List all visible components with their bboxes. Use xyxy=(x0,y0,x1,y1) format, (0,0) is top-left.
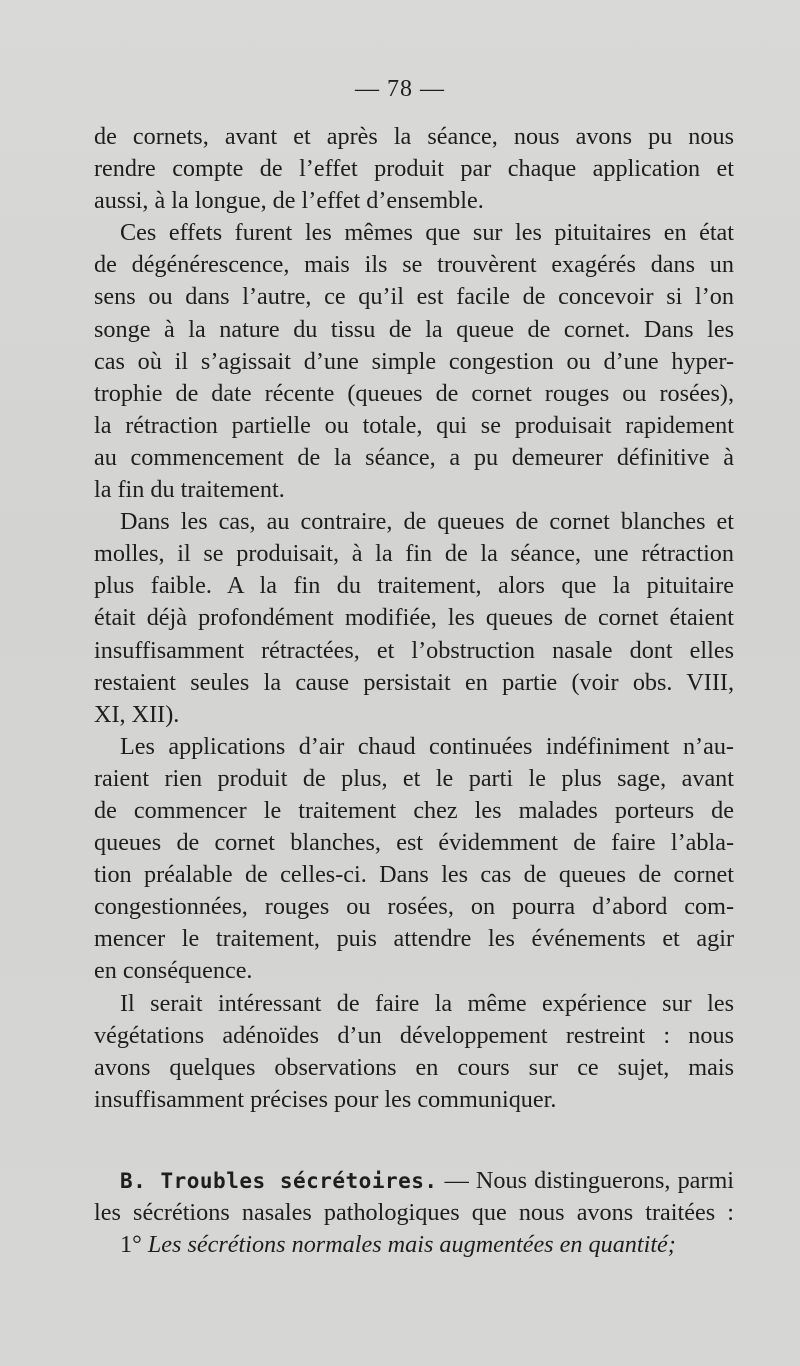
text-line: mencer le traitement, puis attendre les événements et agir xyxy=(94,925,734,953)
text-line: était déjà profondément modifiée, les queues de cornet étaient xyxy=(94,604,734,632)
list-item-text: Les sécrétions normales mais augmentées en quantité; xyxy=(147,1231,676,1259)
text-line: songe à la nature du tissu de la queue de cornet. Dans les xyxy=(94,315,734,343)
text-line: trophie de date récente (queues de cornet rouges ou rosées), xyxy=(94,379,734,407)
paragraph-2 xyxy=(94,217,734,506)
text-line: plus faible. A la fin du traitement, alors que la pituitaire xyxy=(94,572,734,600)
text-line: de cornets, avant et après la séance, nous avons pu nous xyxy=(94,123,734,150)
text-line: Les applications d’air chaud continuées indéfiniment n’au- xyxy=(120,732,734,760)
section-b-intro: — Nous distinguerons, parmi xyxy=(437,1167,735,1194)
text-line: de commencer le traitement chez les malades porteurs de xyxy=(94,796,734,824)
text-line: la fin du traitement. xyxy=(94,476,285,504)
paragraph-5 xyxy=(94,988,734,1116)
text-line: Dans les cas, au contraire, de queues de cornet blanches et xyxy=(120,508,734,536)
section-b-line-1 xyxy=(94,1165,734,1197)
text-line: Il serait intéressant de faire la même expérience sur les xyxy=(120,989,734,1017)
text-line: insuffisamment rétractées, et l’obstruction nasale dont elles xyxy=(94,636,734,664)
text-line: aussi, à la longue, de l’effet d’ensemble. xyxy=(94,187,484,215)
text-line: rendre compte de l’effet produit par chaque application et xyxy=(94,155,734,183)
section-heading: B. Troubles sécrétoires. xyxy=(120,1169,438,1193)
text-line: raient rien produit de plus, et le parti le plus sage, avant xyxy=(94,764,734,792)
text-line: végétations adénoïdes d’un développement restreint : nous xyxy=(94,1021,734,1049)
text-line: insuffisamment précises pour les communiquer. xyxy=(94,1085,557,1113)
paragraph-3 xyxy=(94,506,734,731)
list-item xyxy=(94,1229,734,1261)
text-line: molles, il se produisait, à la fin de la séance, une rétraction xyxy=(94,540,734,568)
text-line: cas où il s’agissait d’une simple congestion ou d’une hyper- xyxy=(94,347,734,375)
text-line: la rétraction partielle ou totale, qui se produisait rapidement xyxy=(94,411,734,439)
text-line: XI, XII). xyxy=(94,700,180,728)
text-line: avons quelques observations en cours sur ce sujet, mais xyxy=(94,1053,734,1081)
text-line: de dégénérescence, mais ils se trouvèrent exagérés dans un xyxy=(94,251,734,279)
paragraph-4 xyxy=(94,731,734,988)
text-line: les sécrétions nasales pathologiques que nous avons traitées : xyxy=(94,1199,734,1227)
text-line: restaient seules la cause persistait en partie (voir obs. VIII, xyxy=(94,668,734,696)
text-line: en conséquence. xyxy=(94,957,253,985)
text-line: au commencement de la séance, a pu demeurer définitive à xyxy=(94,443,734,471)
text-line: tion préalable de celles-ci. Dans les cas de queues de cornet xyxy=(94,861,734,889)
page-number: — 78 — xyxy=(355,76,445,102)
body-text xyxy=(94,121,734,1116)
text-line: sens ou dans l’autre, ce qu’il est facile de concevoir si l’on xyxy=(94,283,734,311)
text-line: queues de cornet blanches, est évidemment de faire l’abla- xyxy=(94,829,734,857)
text-line: Ces effets furent les mêmes que sur les pituitaires en état xyxy=(120,219,734,247)
list-item-number: 1° xyxy=(120,1231,142,1259)
section-b xyxy=(94,1165,734,1261)
text-line: congestionnées, rouges ou rosées, on pourra d’abord com- xyxy=(94,893,734,921)
paragraph-1 xyxy=(94,121,734,217)
